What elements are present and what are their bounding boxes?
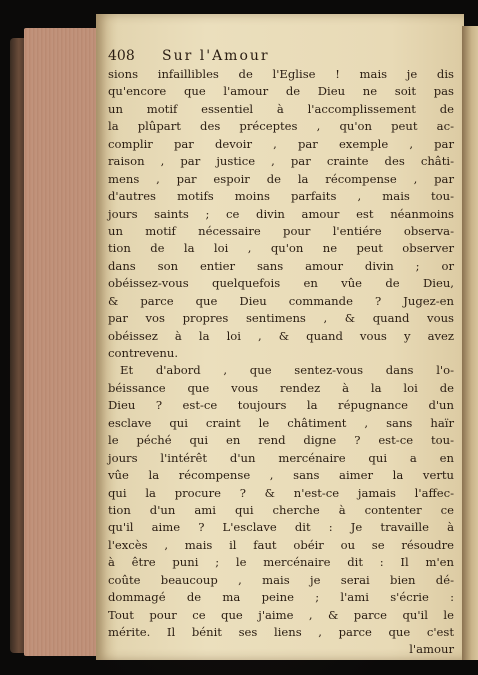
text-line: dommagé de ma peine ; l'ami s'écrie : — [108, 590, 454, 605]
body-text — [108, 66, 454, 659]
text-line: qu'il aime ? L'esclave dit : Je travaille à — [108, 520, 454, 535]
text-line: Dieu ? est-ce toujours la répugnance d'un — [108, 398, 454, 413]
text-line: & parce que Dieu commande ? Jugez-en — [108, 293, 454, 308]
running-head: Sur l'Amour — [162, 48, 270, 64]
page-header — [108, 46, 378, 66]
text-line: raison , par justice , par crainte des châti- — [108, 154, 454, 169]
text-line: complir par devoir , par exemple , par — [108, 136, 454, 151]
text-line: vûe la récompense , sans aimer la vertu — [108, 468, 454, 483]
text-line: d'autres motifs moins parfaits , mais tou- — [108, 189, 454, 204]
facing-page-edge — [462, 26, 478, 660]
text-line: le péché qui en rend digne ? est-ce tou- — [108, 433, 454, 448]
text-line: à être puni ; le mercénaire dit : Il m'en — [108, 555, 454, 570]
text-line: jours saints ; ce divin amour est néanmoins — [108, 206, 454, 221]
text-line: contrevenu. — [108, 346, 179, 360]
text-line: qu'encore que l'amour de Dieu ne soit pas — [108, 84, 454, 99]
text-line: mérite. Il bénit ses liens , parce que c'est — [108, 625, 454, 639]
text-line: Et d'abord , que sentez-vous dans l'o- — [120, 363, 454, 378]
text-line: coûte beaucoup , mais je serai bien dé- — [108, 572, 454, 587]
text-line: qui la procure ? & n'est-ce jamais l'affec- — [108, 485, 454, 500]
page-number: 408 — [108, 48, 135, 64]
text-line: obéissez-vous quelquefois en vûe de Dieu, — [108, 276, 454, 291]
text-line: esclave qui craint le châtiment , sans haïr — [108, 415, 454, 430]
text-line: béissance que vous rendez à la loi de — [108, 380, 454, 395]
text-line: tion de la loi , qu'on ne peut observer — [108, 241, 454, 256]
text-line: l'excès , mais il faut obéir ou se résoudre — [108, 537, 454, 552]
text-line: tion d'un ami qui cherche à contenter ce — [108, 502, 454, 517]
text-line: obéissez à la loi , & quand vous y avez — [108, 328, 454, 343]
text-line: dans son entier sans amour divin ; or — [108, 258, 454, 273]
catchword: l'amour — [409, 642, 454, 657]
text-line: sions infaillibles de l'Eglise ! mais je dis — [108, 67, 454, 81]
text-line: jours l'intérêt d'un mercénaire qui a en — [108, 450, 454, 465]
text-line: mens , par espoir de la récompense , par — [108, 171, 454, 186]
text-line: un motif essentiel à l'accomplissement de — [108, 101, 454, 116]
page-stack-edges — [24, 28, 104, 656]
text-line: Tout pour ce que j'aime , & parce qu'il le — [108, 607, 454, 622]
text-line: par vos propres sentimens , & quand vous — [108, 311, 454, 326]
text-line: la plûpart des préceptes , qu'on peut ac- — [108, 119, 454, 134]
text-line: un motif nécessaire pour l'entiére observa- — [108, 223, 454, 238]
